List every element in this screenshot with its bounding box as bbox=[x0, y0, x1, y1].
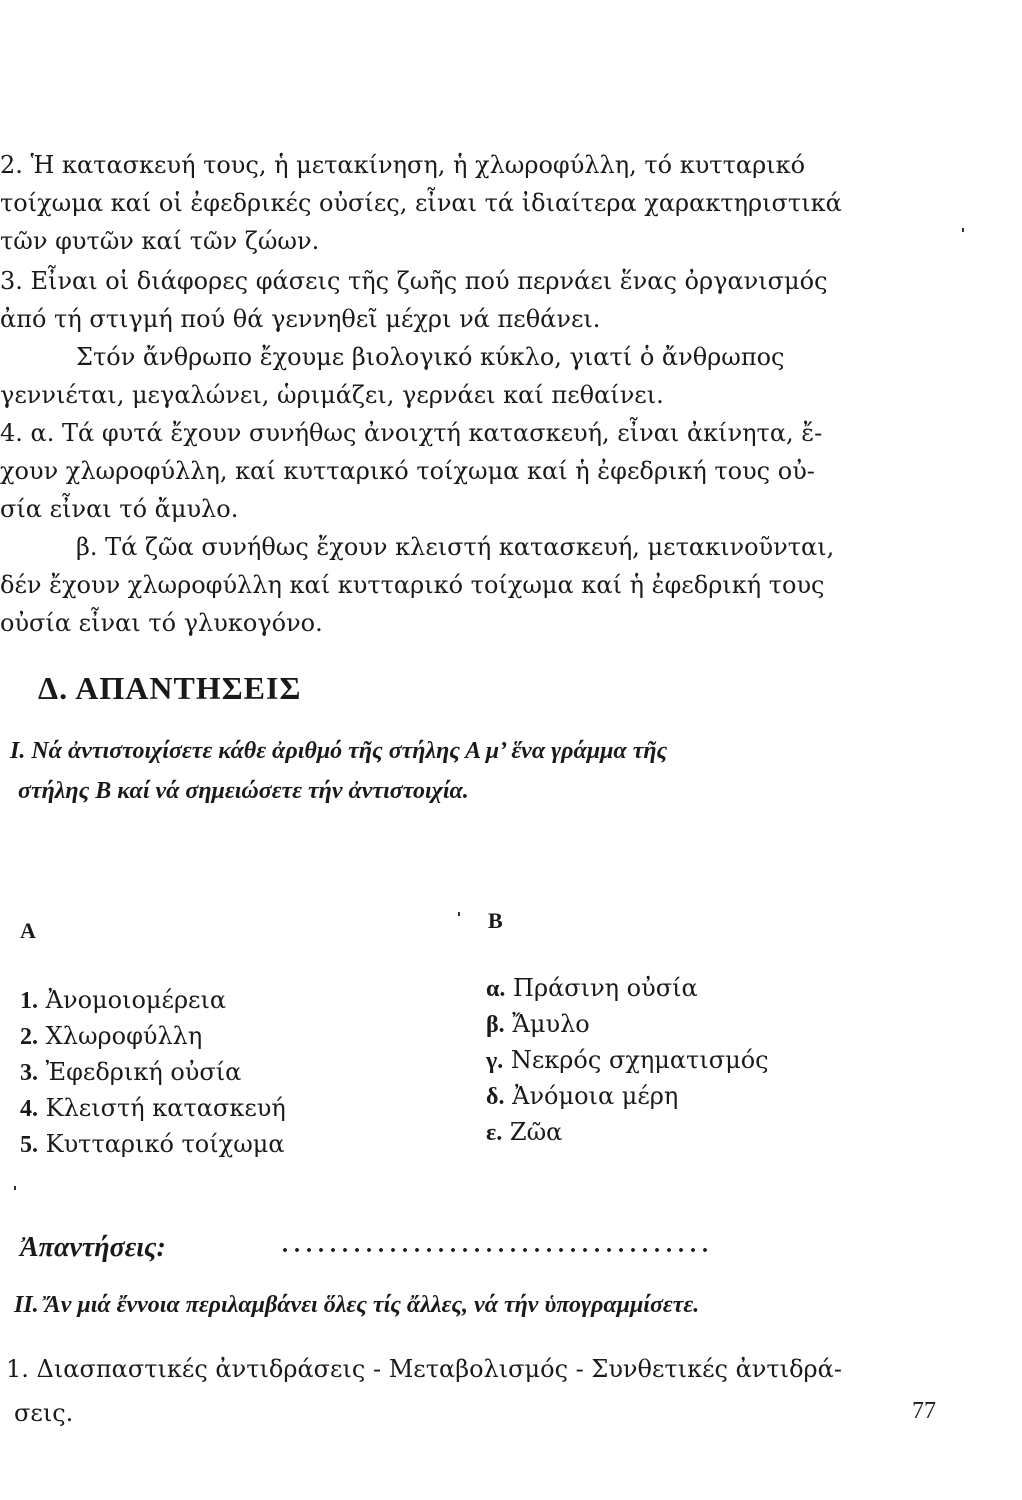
list-item bbox=[486, 970, 698, 1007]
column-a-header: Α bbox=[20, 918, 36, 943]
text-line: τοίχωμα καί οἱ ἐφεδρικές οὐσίες, εἶναι τά ἰδιαίτερα χαρακτηριστικά bbox=[0, 189, 842, 217]
text-line: δέν ἔχουν χλωροφύλλη καί κυτταρικό τοίχωμα καί ἡ ἐφεδρική τους bbox=[0, 571, 825, 599]
item-number: 3. bbox=[20, 1060, 38, 1086]
exercise-1-instruction-line2: στήλης Β καί νά σημειώσετε τήν ἀντιστοιχία. bbox=[18, 778, 469, 804]
item-number: 2. bbox=[20, 1024, 38, 1050]
scan-speck bbox=[962, 228, 964, 232]
text-line: 4. α. Τά φυτά ἔχουν συνήθως ἀνοιχτή κατασκευή, εἶναι ἀκίνητα, ἔ- bbox=[0, 419, 823, 447]
exercise-2-item-line2: σεις. bbox=[14, 1399, 74, 1427]
list-item bbox=[486, 1114, 562, 1151]
item-text: Νεκρός σχηματισμός bbox=[510, 1046, 769, 1074]
scan-speck bbox=[14, 1186, 16, 1190]
text-line: ἀπό τή στιγμή πού θά γεννηθεῖ μέχρι νά πεθάνει. bbox=[0, 305, 601, 333]
text-line: 3. Εἶναι οἱ διάφορες φάσεις τῆς ζωῆς πού περνάει ἕνας ὀργανισμός bbox=[0, 267, 828, 295]
item-letter: ε. bbox=[486, 1120, 503, 1146]
text-line: γεννιέται, μεγαλώνει, ὡριμάζει, γερνάει καί πεθαίνει. bbox=[0, 381, 664, 409]
list-item bbox=[20, 1126, 285, 1163]
item-letter: β. bbox=[486, 1012, 505, 1038]
list-item bbox=[20, 1054, 241, 1091]
page-number: 77 bbox=[912, 1398, 936, 1424]
item-text: Πράσινη οὐσία bbox=[513, 974, 698, 1002]
list-item bbox=[486, 1006, 590, 1043]
answers-label: Ἀπαντήσεις: bbox=[20, 1232, 166, 1263]
section-d-heading: Δ. ΑΠΑΝΤΗΣΕΙΣ bbox=[38, 670, 302, 706]
list-item bbox=[20, 1018, 202, 1055]
column-b-header: Β bbox=[488, 908, 503, 933]
item-text: Κυτταρικό τοίχωμα bbox=[45, 1130, 285, 1158]
exercise-1-instruction-line1: Ι. Νά ἀντιστοιχίσετε κάθε ἀριθμό τῆς στήλης Α μ’ ἕνα γράμμα τῆς bbox=[10, 738, 668, 764]
text-line: Στόν ἄνθρωπο ἔχουμε βιολογικό κύκλο, γιατί ὁ ἄνθρωπος bbox=[76, 343, 785, 371]
item-text: Ἄμυλο bbox=[512, 1010, 590, 1038]
list-item bbox=[486, 1042, 769, 1079]
item-text: Κλειστή κατασκευή bbox=[45, 1094, 286, 1122]
text-line: 2. Ἡ κατασκευή τους, ἡ μετακίνηση, ἡ χλωροφύλλη, τό κυτταρικό bbox=[0, 151, 806, 179]
item-letter: α. bbox=[486, 976, 506, 1002]
exercise-2-instruction: ΙΙ. Ἄν μιά ἔννοια περιλαμβάνει ὅλες τίς ἄλλες, νά τήν ὑπογραμμίσετε. bbox=[14, 1292, 700, 1318]
item-number: 5. bbox=[20, 1132, 38, 1158]
item-text: Χλωροφύλλη bbox=[45, 1022, 203, 1050]
text-line: τῶν φυτῶν καί τῶν ζώων. bbox=[0, 227, 320, 255]
item-number: 1. bbox=[20, 988, 38, 1014]
list-item bbox=[486, 1078, 678, 1115]
text-line: β. Τά ζῶα συνήθως ἔχουν κλειστή κατασκευή, μετακινοῦνται, bbox=[76, 533, 835, 561]
item-number: 4. bbox=[20, 1096, 38, 1122]
item-text: Ἀνομοιομέρεια bbox=[45, 986, 227, 1014]
item-letter: γ. bbox=[486, 1048, 504, 1074]
item-text: Ζῶα bbox=[509, 1118, 563, 1146]
text-line: χουν χλωροφύλλη, καί κυτταρικό τοίχωμα καί ἡ ἐφεδρική τους οὐ- bbox=[0, 457, 815, 485]
text-line: οὐσία εἶναι τό γλυκογόνο. bbox=[0, 609, 323, 637]
exercise-2-item-line1: 1. Διασπαστικές ἀντιδράσεις - Μεταβολισμός - Συνθετικές ἀντιδρά- bbox=[6, 1355, 842, 1383]
list-item bbox=[20, 982, 226, 1019]
text-line: σία εἶναι τό ἄμυλο. bbox=[0, 495, 239, 523]
scan-speck bbox=[458, 912, 460, 916]
answer-fill-line: .................................... bbox=[282, 1232, 714, 1258]
list-item bbox=[20, 1090, 286, 1127]
item-text: Ἐφεδρική οὐσία bbox=[45, 1058, 242, 1086]
item-letter: δ. bbox=[486, 1084, 505, 1110]
item-text: Ἀνόμοια μέρη bbox=[512, 1082, 679, 1110]
